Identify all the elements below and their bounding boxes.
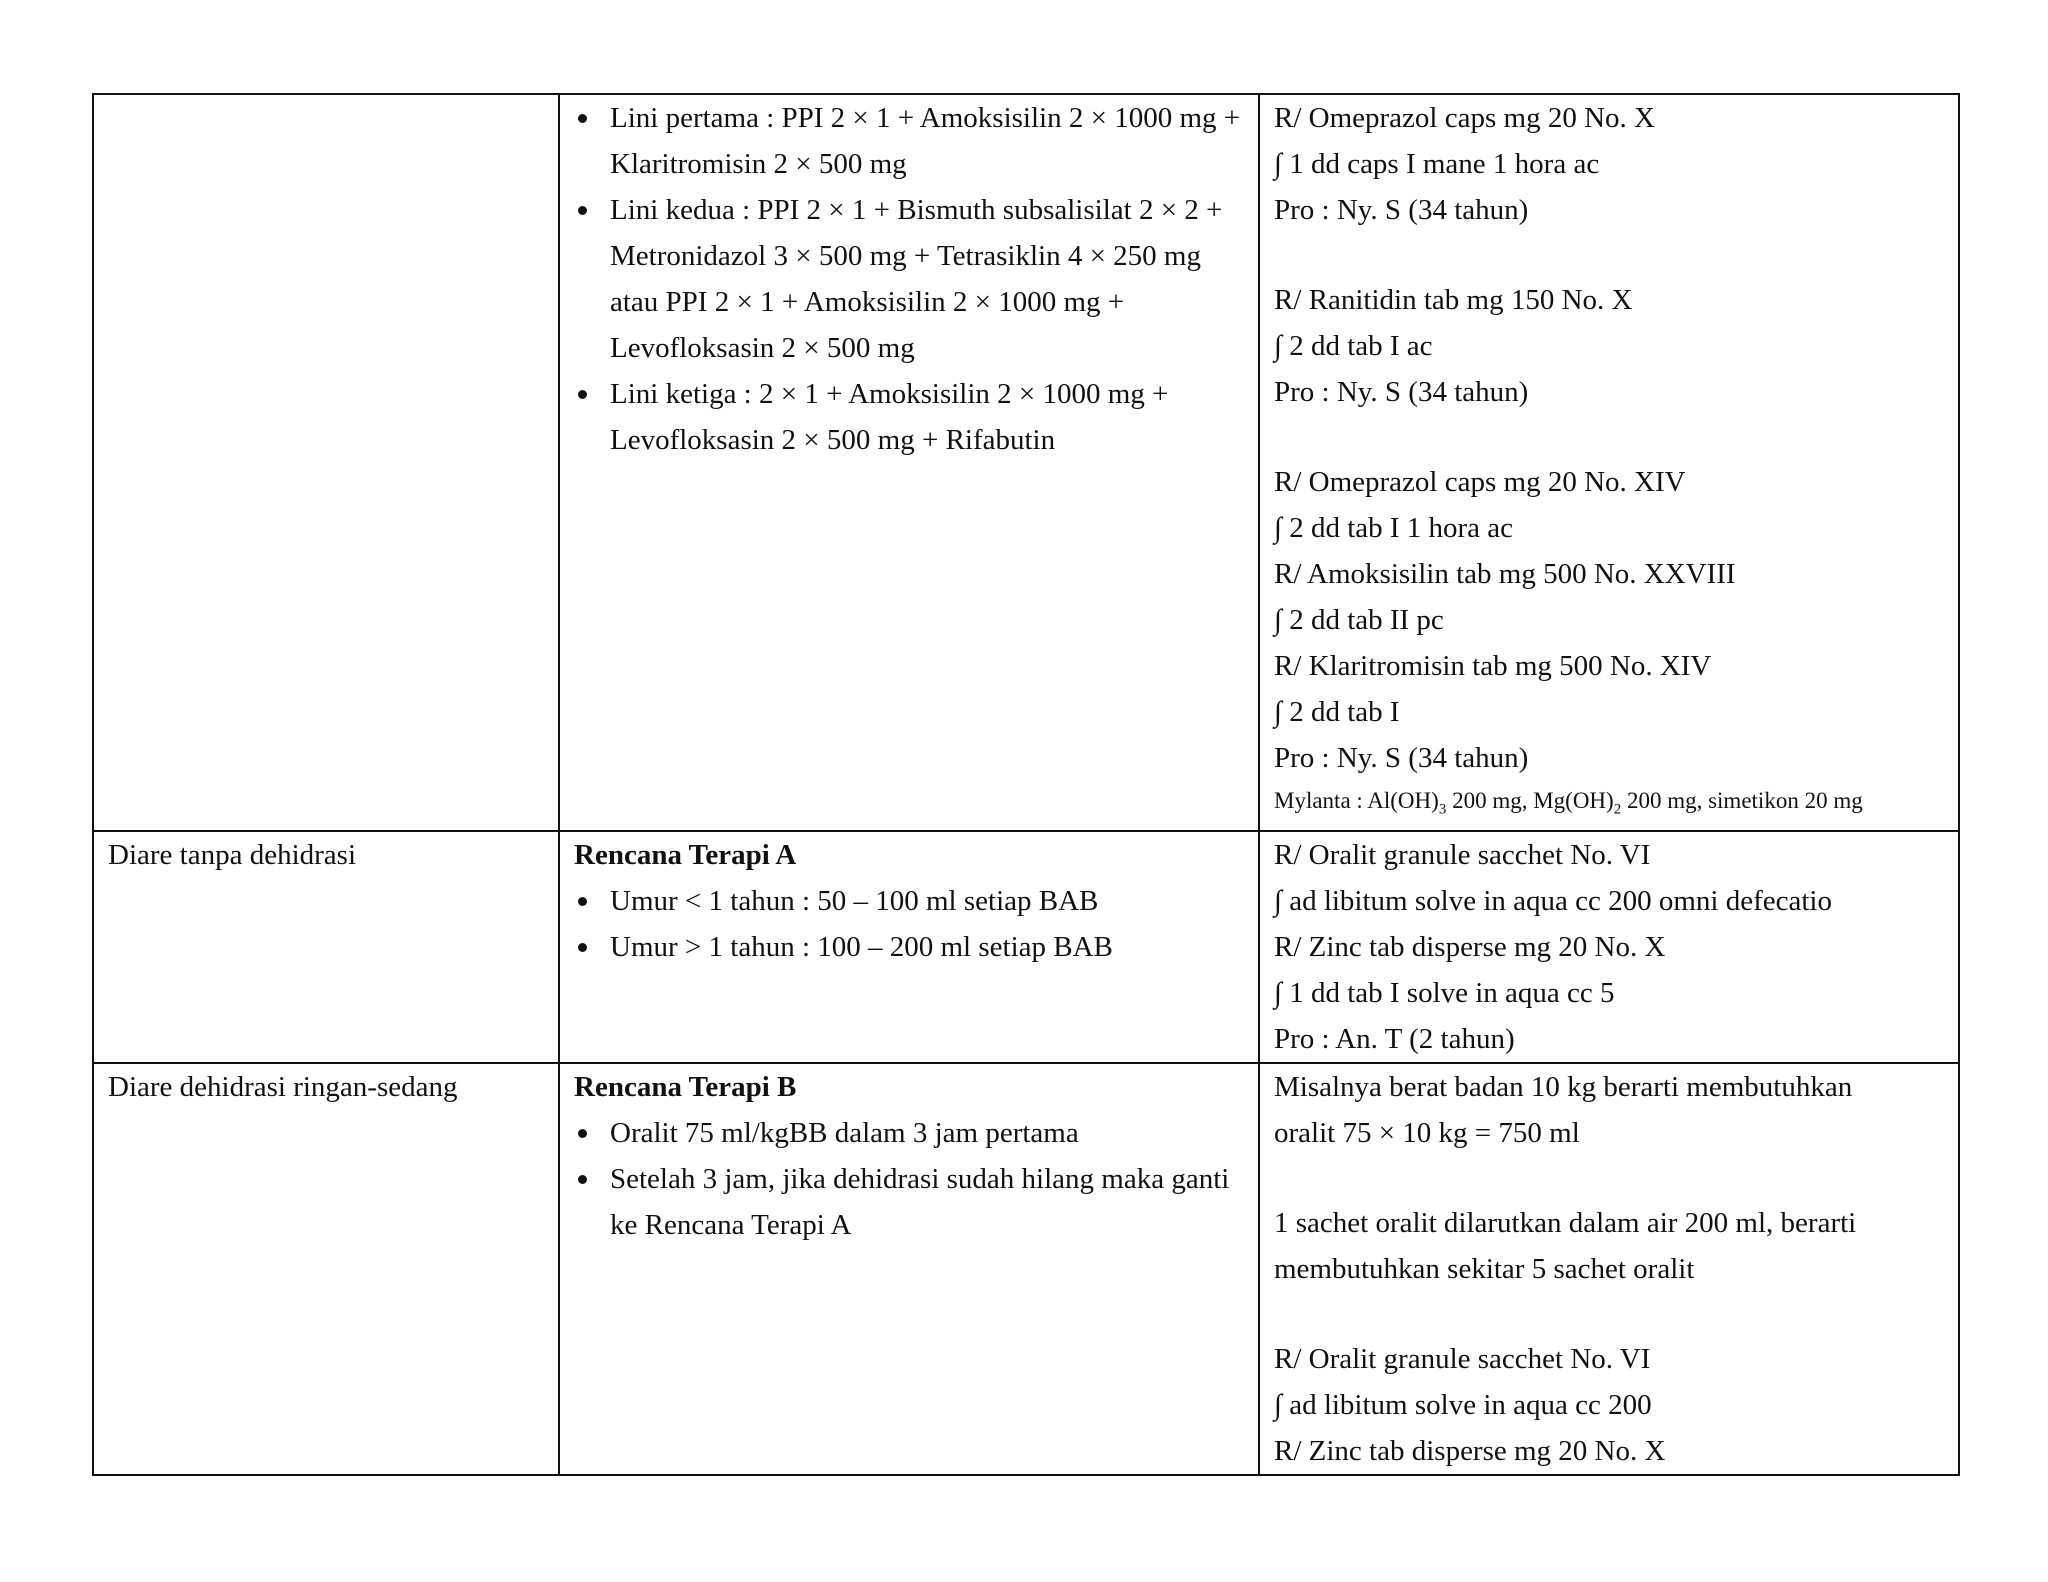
mylanta-note	[1274, 781, 1944, 830]
spacer	[1274, 1292, 1944, 1336]
prescription-line: R/ Zinc tab disperse mg 20 No. X	[1274, 1434, 1666, 1467]
therapy-list	[574, 1110, 1244, 1248]
note-line: oralit 75 × 10 kg = 750 ml	[1274, 1116, 1580, 1149]
signa-line: ∫ 2 dd tab II pc	[1274, 604, 1444, 636]
signa-line: ∫ 2 dd tab I	[1274, 696, 1400, 728]
subscript: 3	[1438, 801, 1447, 818]
prescription-line: R/ Omeprazol caps mg 20 No. X	[1274, 102, 1655, 134]
table-row	[93, 831, 1959, 1063]
spacer	[1274, 233, 1944, 277]
prescription-cell	[1259, 1063, 1959, 1475]
patient-line: Pro : Ny. S (34 tahun)	[1274, 376, 1529, 408]
therapy-cell	[559, 1063, 1259, 1475]
note-line: Misalnya berat badan 10 kg berarti membutuhkan	[1274, 1070, 1853, 1103]
list-item: Setelah 3 jam, jika dehidrasi sudah hilang maka ganti ke Rencana Terapi A	[574, 1156, 1244, 1248]
prescription-line: R/ Zinc tab disperse mg 20 No. X	[1274, 930, 1666, 963]
prescription-line: R/ Oralit granule sacchet No. VI	[1274, 1342, 1651, 1375]
prescription-cell	[1259, 831, 1959, 1063]
spacer	[1274, 1156, 1944, 1200]
note-line: 1 sachet oralit dilarutkan dalam air 200 ml, berarti	[1274, 1206, 1857, 1239]
patient-line: Pro : Ny. S (34 tahun)	[1274, 742, 1529, 774]
list-item: Lini pertama : PPI 2 × 1 + Amoksisilin 2 × 1000 mg + Klaritromisin 2 × 500 mg	[574, 95, 1244, 187]
therapy-list	[574, 878, 1244, 970]
list-item: Umur < 1 tahun : 50 – 100 ml setiap BAB	[574, 878, 1244, 924]
therapy-table	[92, 93, 1960, 1476]
mylanta-suffix: 200 mg, simetikon 20 mg	[1621, 788, 1863, 813]
signa-line: ∫ 1 dd caps I mane 1 hora ac	[1274, 148, 1600, 180]
signa-line: ∫ 2 dd tab I ac	[1274, 330, 1433, 362]
prescription-line: R/ Oralit granule sacchet No. VI	[1274, 838, 1651, 871]
therapy-heading: Rencana Terapi A	[574, 838, 797, 871]
condition-cell	[93, 94, 559, 831]
prescription-line: R/ Ranitidin tab mg 150 No. X	[1274, 284, 1633, 316]
prescription-line: R/ Klaritromisin tab mg 500 No. XIV	[1274, 650, 1712, 682]
signa-line: ∫ ad libitum solve in aqua cc 200 omni defecatio	[1274, 884, 1832, 917]
note-line: membutuhkan sekitar 5 sachet oralit	[1274, 1252, 1695, 1285]
condition-cell: Diare dehidrasi ringan-sedang	[93, 1063, 559, 1475]
prescription-line: R/ Omeprazol caps mg 20 No. XIV	[1274, 466, 1686, 498]
mylanta-mid: 200 mg, Mg(OH)	[1446, 788, 1614, 813]
therapy-heading: Rencana Terapi B	[574, 1070, 797, 1103]
list-item: Lini ketiga : 2 × 1 + Amoksisilin 2 × 1000 mg + Levofloksasin 2 × 500 mg + Rifabutin	[574, 371, 1244, 463]
list-item: Umur > 1 tahun : 100 – 200 ml setiap BAB	[574, 924, 1244, 970]
signa-line: ∫ ad libitum solve in aqua cc 200	[1274, 1388, 1652, 1421]
list-item: Oralit 75 ml/kgBB dalam 3 jam pertama	[574, 1110, 1244, 1156]
list-item: Lini kedua : PPI 2 × 1 + Bismuth subsalisilat 2 × 2 + Metronidazol 3 × 500 mg + Tetrasiklin 4 × 250 mg atau PPI 2 × 1 + Amoksisilin 2 × 1000 mg + Levofloksasin 2 × 500 mg	[574, 187, 1244, 371]
patient-line: Pro : Ny. S (34 tahun)	[1274, 194, 1529, 226]
table-row	[93, 1063, 1959, 1475]
therapy-cell	[559, 831, 1259, 1063]
signa-line: ∫ 1 dd tab I solve in aqua cc 5	[1274, 976, 1615, 1009]
table-row	[93, 94, 1959, 831]
subscript: 2	[1613, 801, 1622, 818]
signa-line: ∫ 2 dd tab I 1 hora ac	[1274, 512, 1514, 544]
prescription-line: R/ Amoksisilin tab mg 500 No. XXVIII	[1274, 558, 1736, 590]
therapy-cell	[559, 94, 1259, 831]
therapy-list	[574, 95, 1244, 463]
patient-line: Pro : An. T (2 tahun)	[1274, 1022, 1515, 1055]
mylanta-prefix: Mylanta : Al(OH)	[1274, 788, 1439, 813]
condition-cell: Diare tanpa dehidrasi	[93, 831, 559, 1063]
prescription-cell	[1259, 94, 1959, 831]
spacer	[1274, 415, 1944, 459]
